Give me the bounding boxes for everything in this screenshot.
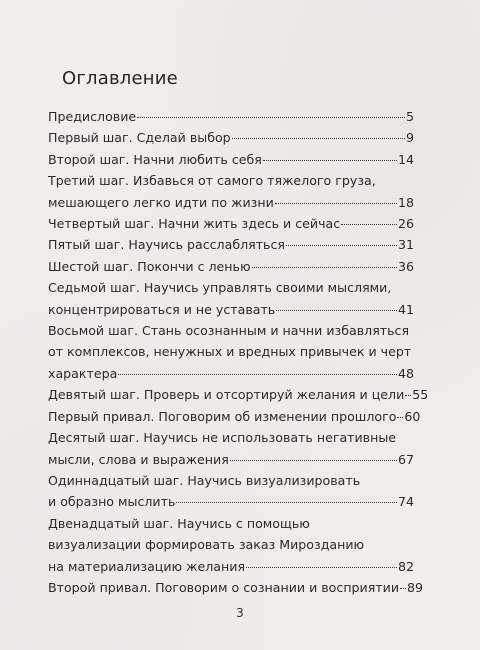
toc-entry-text-line: от комплексов, ненужных и вредных привычек и черт [48, 344, 412, 360]
dot-leader [276, 310, 397, 311]
toc-entry-row [48, 363, 414, 384]
toc-page-number: 18 [397, 194, 414, 210]
toc-entry [48, 213, 414, 234]
toc-entry [48, 320, 414, 384]
toc-entry-text-line: визуализации формировать заказ Мирозданию [48, 537, 365, 553]
dot-leader [246, 567, 397, 568]
dot-leader [397, 417, 403, 418]
toc-entry-text-line: Второй шаг. Начни любить себя [48, 151, 262, 167]
toc-page-number: 67 [397, 451, 414, 467]
dot-leader [400, 588, 406, 589]
toc-entry-row [48, 556, 414, 577]
toc-entry-row [48, 256, 414, 277]
toc-entry [48, 106, 414, 127]
toc-entry-row [48, 234, 414, 255]
toc-entry-row [48, 406, 421, 427]
toc-page-number: 41 [397, 301, 414, 317]
toc-page-number: 26 [397, 216, 414, 232]
table-of-contents [48, 106, 429, 598]
toc-entry-text-line: мысли, слова и выражения [48, 451, 229, 467]
toc-entry-row [48, 213, 414, 234]
dot-leader [176, 502, 397, 503]
toc-entry [48, 256, 414, 277]
toc-page-number: 74 [397, 494, 414, 510]
toc-entry-row [48, 149, 414, 170]
toc-entry-text-line: концентрироваться и не уставать [48, 301, 276, 317]
toc-entry-row [48, 127, 414, 148]
dot-leader [118, 374, 397, 375]
toc-entry-text-line: Одиннадцатый шаг. Научись визуализировать [48, 472, 361, 488]
page-number: 3 [236, 606, 244, 620]
toc-entry-text-line: Первый шаг. Сделай выбор [48, 130, 231, 146]
dot-leader [405, 395, 411, 396]
toc-entry-text-line: Предисловие [48, 109, 137, 124]
toc-page-number: 48 [397, 365, 414, 381]
toc-entry-text-line: характера [48, 365, 118, 381]
toc-entry-text-line: Пятый шаг. Научись расслабляться [48, 237, 285, 253]
dot-leader [232, 138, 405, 139]
toc-page-number: 89 [407, 579, 424, 595]
toc-entry-row [48, 106, 414, 127]
toc-page-number: 14 [397, 151, 414, 167]
toc-entry-text-line: Восьмой шаг. Стань осознанным и начни избавляться [48, 323, 410, 339]
toc-entry [48, 277, 414, 320]
toc-entry-text-line: Шестой шаг. Покончи с ленью [48, 258, 251, 274]
dot-leader [275, 203, 397, 204]
toc-entry-row [48, 384, 429, 405]
dot-leader [341, 224, 397, 225]
toc-page-number: 5 [405, 109, 414, 124]
toc-entry [48, 149, 414, 170]
toc-entry-text-line: Двенадцатый шаг. Научись с помощью [48, 515, 310, 531]
toc-page-number: 31 [397, 237, 414, 253]
toc-entry-row [48, 577, 424, 598]
toc-entry [48, 406, 421, 427]
toc-entry-row [48, 299, 414, 320]
toc-entry-text-line: мешающего легко идти по жизни [48, 194, 274, 210]
toc-entry-text-line: Третий шаг. Избавься от самого тяжелого груза, [48, 173, 376, 189]
toc-page-number: 60 [404, 408, 421, 424]
dot-leader [263, 160, 397, 161]
toc-entry [48, 234, 414, 255]
toc-entry [48, 513, 414, 577]
toc-entry [48, 127, 414, 148]
toc-entry [48, 170, 414, 213]
toc-entry-row [48, 491, 414, 512]
toc-entry [48, 384, 429, 405]
toc-heading: Оглавление [62, 68, 178, 89]
toc-entry-text-line: и образно мыслить [48, 494, 176, 510]
toc-entry-row [48, 449, 414, 470]
toc-page-number: 55 [412, 387, 429, 403]
toc-entry-text-line: Первый привал. Поговорим об изменении прошлого [48, 408, 397, 424]
toc-entry [48, 470, 414, 513]
toc-entry [48, 427, 414, 470]
toc-page-number: 36 [397, 258, 414, 274]
toc-entry-text-line: Второй привал. Поговорим о сознании и восприятии [48, 579, 400, 595]
dot-leader [286, 245, 397, 246]
toc-entry-text-line: на материализацию желания [48, 558, 246, 574]
toc-page-number: 82 [397, 558, 414, 574]
toc-page-number: 9 [405, 130, 414, 146]
toc-entry [48, 577, 424, 598]
toc-entry-text-line: Седьмой шаг. Научись управлять своими мыслями, [48, 280, 392, 296]
toc-entry-text-line: Четвертый шаг. Начни жить здесь и сейчас [48, 216, 341, 232]
toc-entry-text-line: Девятый шаг. Проверь и отсортируй желания и цели [48, 387, 405, 403]
dot-leader [252, 267, 397, 268]
toc-entry-row [48, 192, 414, 213]
dot-leader [230, 460, 397, 461]
dot-leader [137, 117, 405, 118]
toc-entry-text-line: Десятый шаг. Научись не использовать негативные [48, 430, 397, 446]
